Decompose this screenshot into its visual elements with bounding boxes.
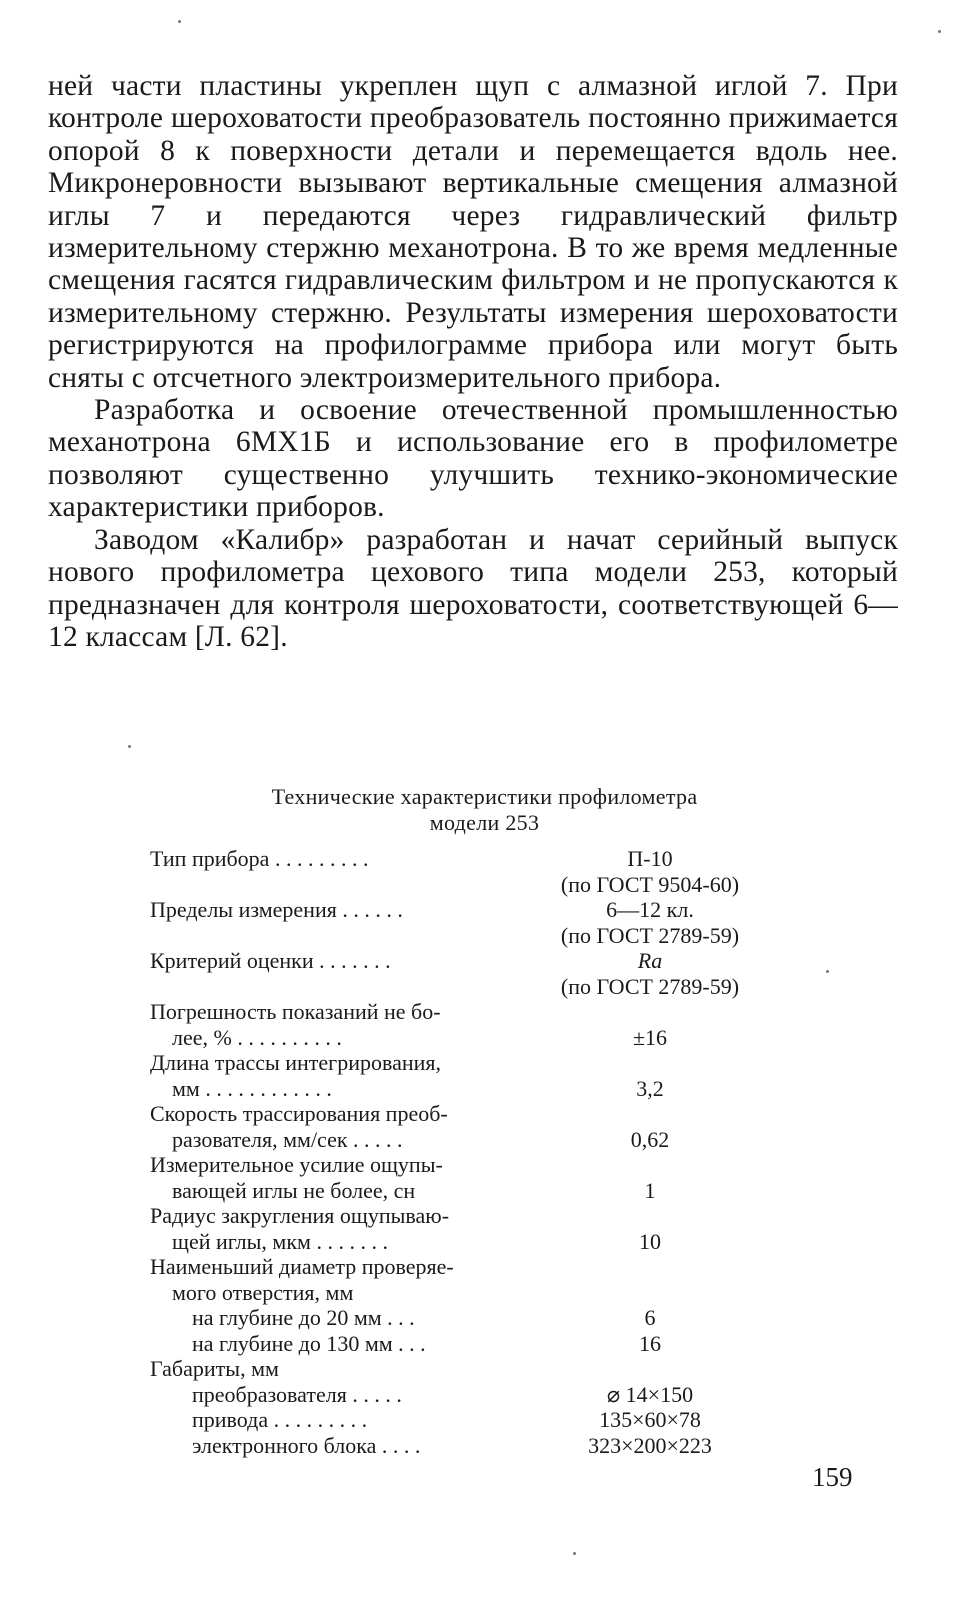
paragraph-1: ней части пластины укреплен щуп с алмазной иглой 7. При контроле шероховатости преобразователь постоянно прижимается опорой 8 к поверхности детали и перемещается вдоль нее. Микронеровности вызывают вертикальные смещения алмазной иглы 7 и передаются через гидравлический фильтр измерительному стержню механотрона. В то же время медленные смещения гасятся гидравлическим фильтром и не пропускаются к измерительному стержню. Результаты измерения шероховатости регистрируются на профилограмме прибора или могут быть сняты с отсчетного электроизмерительного прибора. — [48, 70, 898, 394]
spec-label: Габариты, мм — [150, 1356, 279, 1381]
spec-label: Наименьший диаметр проверяе- — [150, 1254, 454, 1279]
spec-row-transducer — [150, 1382, 770, 1408]
print-speck — [573, 1552, 576, 1555]
spec-row-diameter — [150, 1254, 770, 1305]
print-speck — [128, 745, 131, 748]
spec-row-range — [150, 897, 770, 948]
spec-label-cont: щей иглы, мкм . . . . . . . — [172, 1228, 388, 1254]
spec-label: электронного блока . . . . — [192, 1432, 421, 1458]
spec-value: ±16 — [632, 1024, 668, 1050]
spec-value: 135×60×78 — [599, 1407, 701, 1432]
spec-label-cont: мм . . . . . . . . . . . . — [172, 1075, 332, 1101]
spec-title-line-1: Технические характеристики профилометра — [271, 784, 698, 809]
spec-label: на глубине до 20 мм . . . — [192, 1305, 415, 1330]
spec-note: (по ГОСТ 9504-60) — [560, 871, 740, 897]
spec-value: 16 — [639, 1330, 661, 1356]
spec-value: 323×200×223 — [588, 1432, 712, 1458]
spec-label: Измерительное усилие ощупы- — [150, 1152, 443, 1177]
spec-value: П-10 — [627, 846, 673, 871]
spec-label: Погрешность показаний не бо- — [150, 999, 441, 1024]
spec-value: 1 — [644, 1177, 656, 1203]
spec-row-criterion — [150, 948, 770, 999]
spec-label: преобразователя . . . . . — [192, 1381, 402, 1407]
spec-label-cont: разователя, мм/сек . . . . . — [172, 1126, 403, 1152]
spec-label: Критерий оценки . . . . . . . — [150, 948, 391, 973]
spec-label-cont: мого отверстия, мм — [172, 1279, 354, 1305]
spec-row-type — [150, 846, 770, 897]
spec-label: Радиус закругления ощупываю- — [150, 1203, 450, 1228]
print-speck — [938, 30, 941, 33]
spec-note: (по ГОСТ 2789-59) — [560, 922, 740, 948]
page-number: 159 — [812, 1462, 853, 1492]
spec-label: привода . . . . . . . . . — [192, 1407, 368, 1432]
spec-value: 0,62 — [630, 1126, 670, 1152]
spec-row-error — [150, 999, 770, 1050]
spec-label: Тип прибора . . . . . . . . . — [150, 846, 369, 871]
spec-value: 6 — [644, 1305, 656, 1330]
print-speck — [826, 970, 829, 973]
spec-value: ⌀ 14×150 — [606, 1381, 694, 1407]
spec-row-drive — [150, 1407, 770, 1433]
spec-value: 10 — [639, 1228, 661, 1254]
spec-label: Скорость трассирования преоб- — [150, 1101, 448, 1126]
paragraph-2: Разработка и освоение отечественной промышленностью механотрона 6МХ1Б и использование его в профилометре позволяют существенно улучшить технико-экономические характеристики приборов. — [48, 394, 898, 524]
spec-title — [0, 784, 969, 836]
spec-row-electronic-unit — [150, 1433, 770, 1459]
body-text — [48, 70, 898, 653]
spec-value: Ra — [637, 948, 663, 973]
spec-row-dimensions — [150, 1356, 770, 1382]
spec-title-line-2: модели 253 — [429, 810, 540, 835]
spec-label: на глубине до 130 мм . . . — [192, 1330, 426, 1356]
spec-table — [150, 846, 770, 1458]
spec-value: 6—12 кл. — [606, 897, 694, 922]
spec-row-speed — [150, 1101, 770, 1152]
spec-label: Пределы измерения . . . . . . — [150, 897, 403, 922]
spec-row-radius — [150, 1203, 770, 1254]
spec-label: Длина трассы интегрирования, — [150, 1050, 442, 1075]
spec-row-depth-130 — [150, 1331, 770, 1357]
spec-label-cont: лее, % . . . . . . . . . . — [172, 1024, 342, 1050]
spec-row-force — [150, 1152, 770, 1203]
spec-note: (по ГОСТ 2789-59) — [560, 973, 740, 999]
spec-row-length — [150, 1050, 770, 1101]
paragraph-3: Заводом «Калибр» разработан и начат серийный выпуск нового профилометра цехового типа модели 253, который предназначен для контроля шероховатости, соответствующей 6—12 классам [Л. 62]. — [48, 523, 898, 653]
print-speck — [178, 20, 181, 23]
spec-label-cont: вающей иглы не более, сн — [172, 1177, 416, 1203]
spec-value: 3,2 — [636, 1075, 664, 1101]
spec-row-depth-20 — [150, 1305, 770, 1331]
